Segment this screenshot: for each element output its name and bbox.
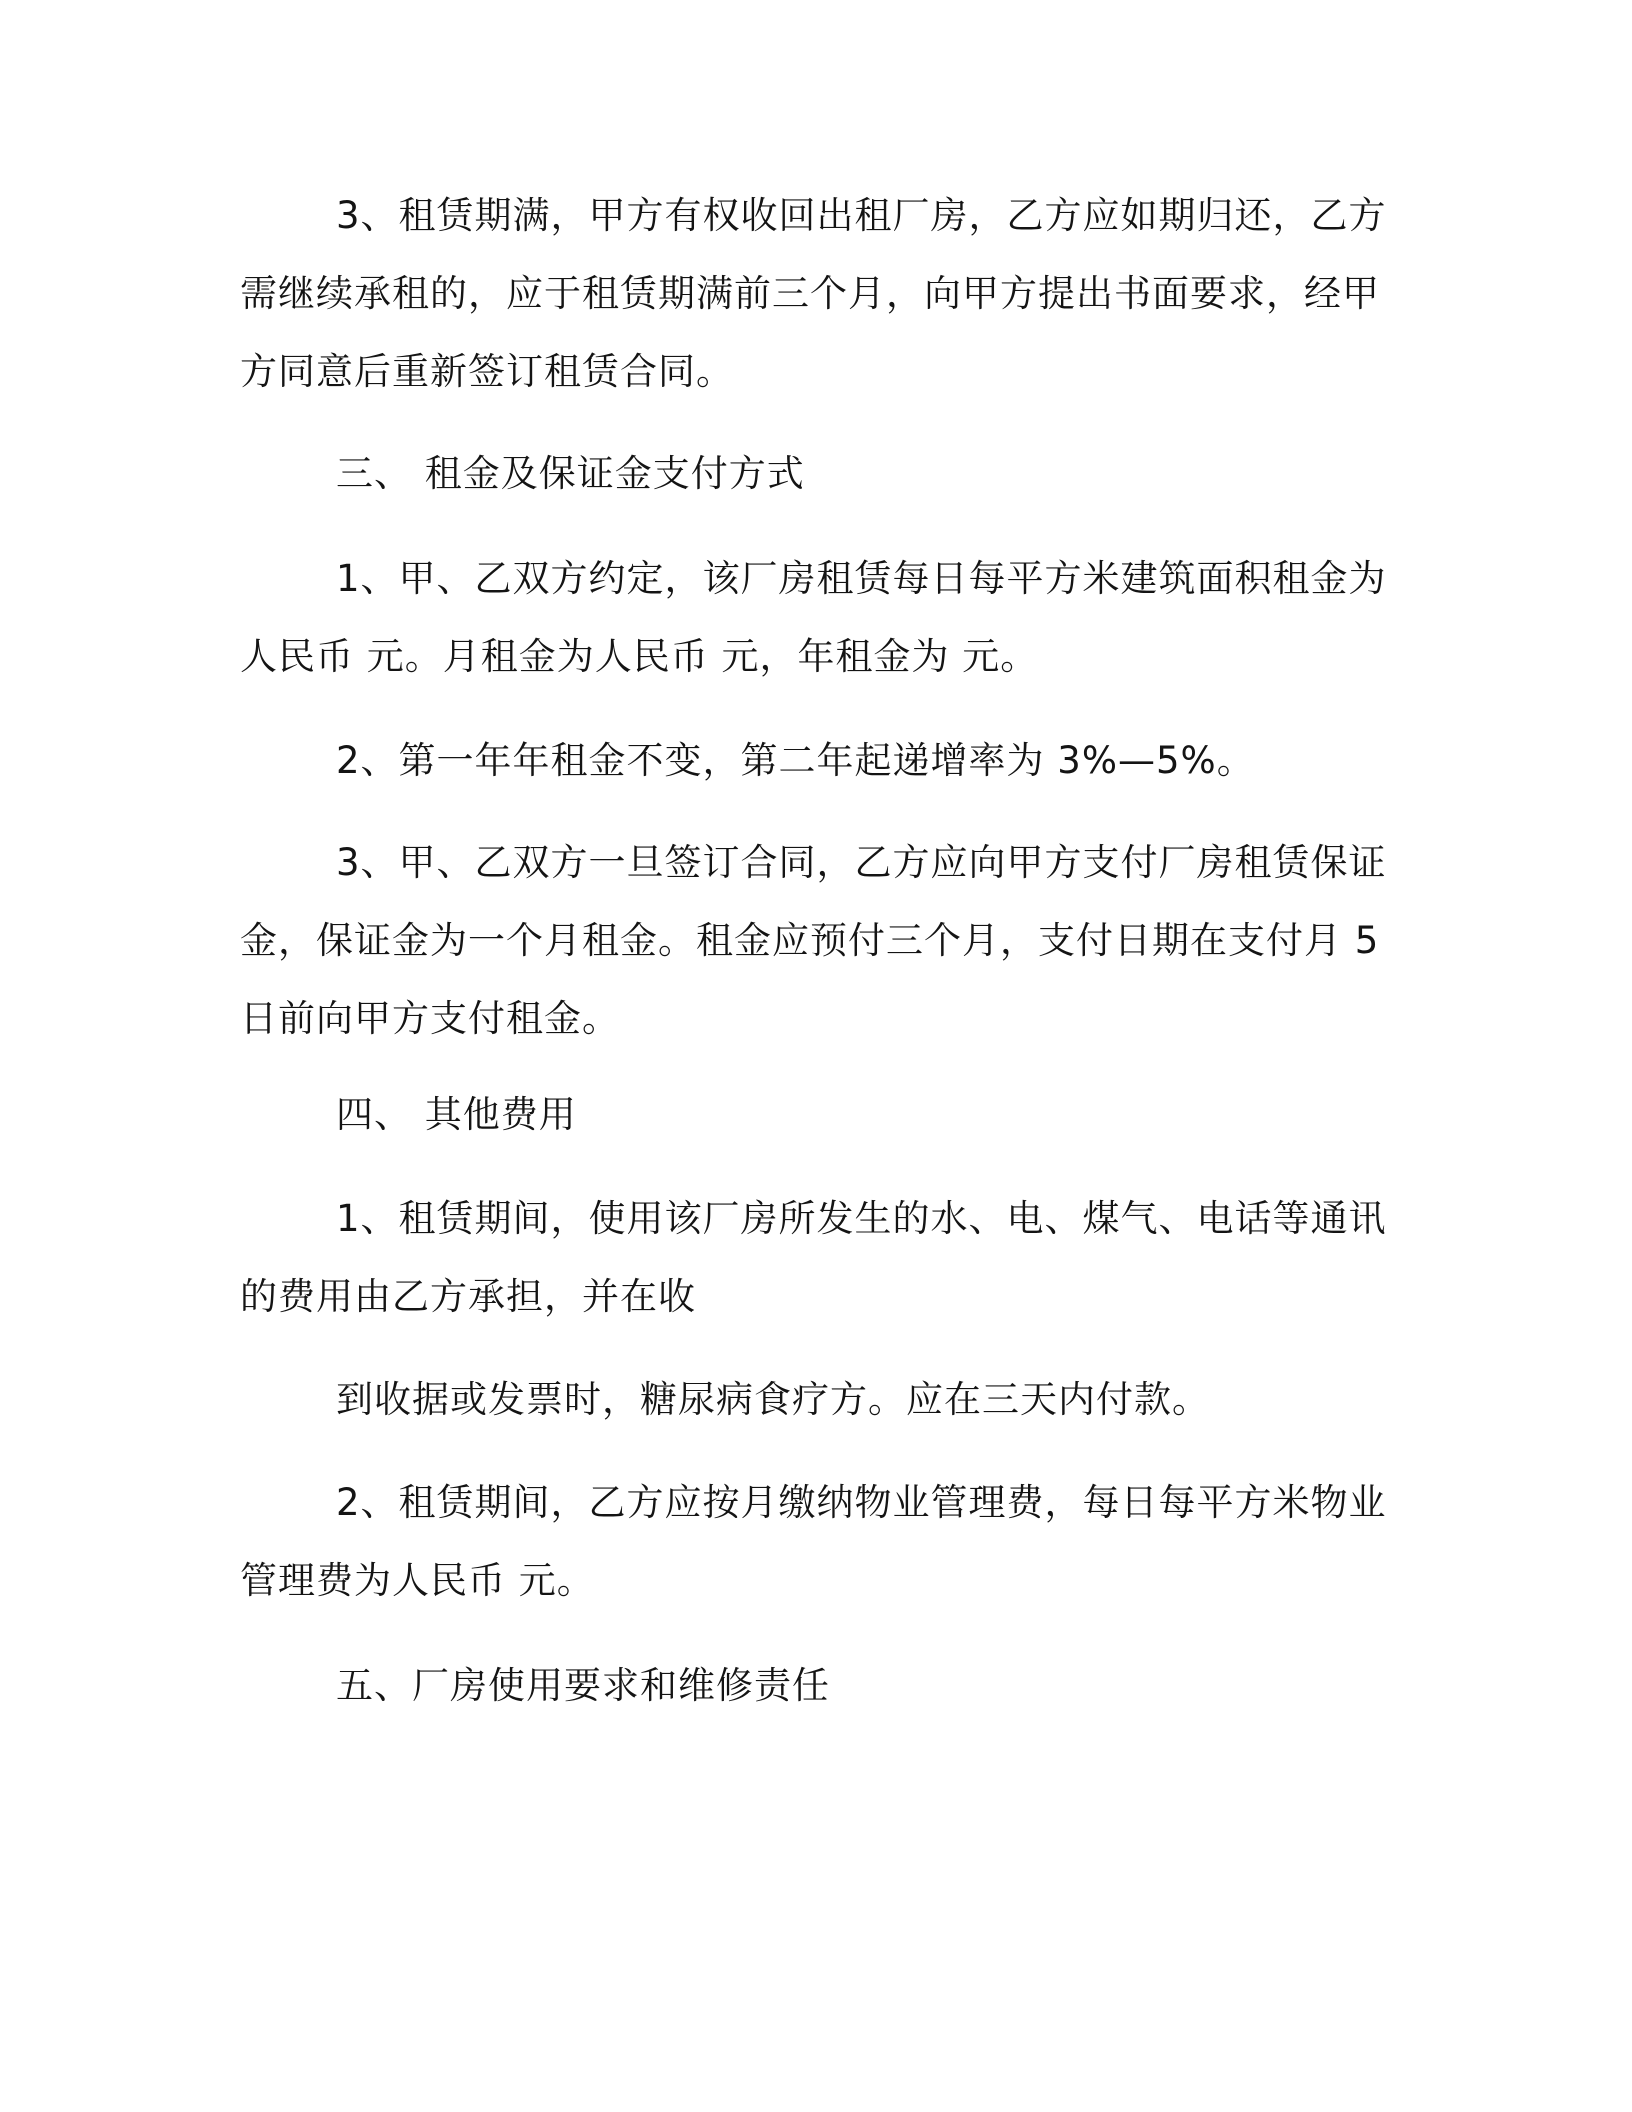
heading-text: 五、厂房使用要求和维修责任 (336, 1664, 830, 1707)
heading-text: 四、 其他费用 (336, 1093, 577, 1136)
paragraph-line: 1、租赁期间，使用该厂房所发生的水、电、煤气、电话等通讯 (336, 1197, 1387, 1240)
paragraph-line: 2、租赁期间，乙方应按月缴纳物业管理费，每日每平方米物业 (336, 1481, 1387, 1524)
paragraph-line: 到收据或发票时，糖尿病食疗方。应在三天内付款。 (336, 1378, 1210, 1421)
paragraph-line: 2、第一年年租金不变，第二年起递增率为 3%—5%。 (336, 739, 1255, 782)
paragraph-line: 日前向甲方支付租金。 (240, 997, 620, 1040)
paragraph-line: 的费用由乙方承担，并在收 (240, 1275, 696, 1318)
paragraph-rent-increase (240, 722, 1370, 800)
paragraph-deposit (240, 824, 1387, 1058)
section-heading-rent-deposit (240, 435, 1370, 513)
paragraph-line: 3、租赁期满，甲方有权收回出租厂房，乙方应如期归还，乙方 (336, 194, 1387, 237)
paragraph-line: 管理费为人民币 元。 (240, 1559, 595, 1602)
paragraph-line: 人民币 元。月租金为人民币 元，年租金为 元。 (240, 635, 1039, 678)
paragraph-line: 1、甲、乙双方约定，该厂房租赁每日每平方米建筑面积租金为 (336, 557, 1387, 600)
paragraph-line: 需继续承租的，应于租赁期满前三个月，向甲方提出书面要求，经甲 (240, 272, 1380, 315)
paragraph-lease-expiry (240, 177, 1387, 411)
paragraph-utilities (240, 1180, 1387, 1336)
paragraph-management-fee (240, 1464, 1387, 1620)
paragraph-line: 金，保证金为一个月租金。租金应预付三个月，支付日期在支付月 5 (240, 919, 1380, 962)
section-heading-usage-maintenance (240, 1647, 1370, 1725)
paragraph-line: 3、甲、乙双方一旦签订合同，乙方应向甲方支付厂房租赁保证 (336, 841, 1387, 884)
paragraph-line: 方同意后重新签订租赁合同。 (240, 350, 734, 393)
paragraph-payment-timing (240, 1361, 1370, 1439)
heading-text: 三、 租金及保证金支付方式 (336, 452, 805, 495)
paragraph-rent-amount (240, 540, 1387, 696)
section-heading-other-fees (240, 1076, 1370, 1154)
